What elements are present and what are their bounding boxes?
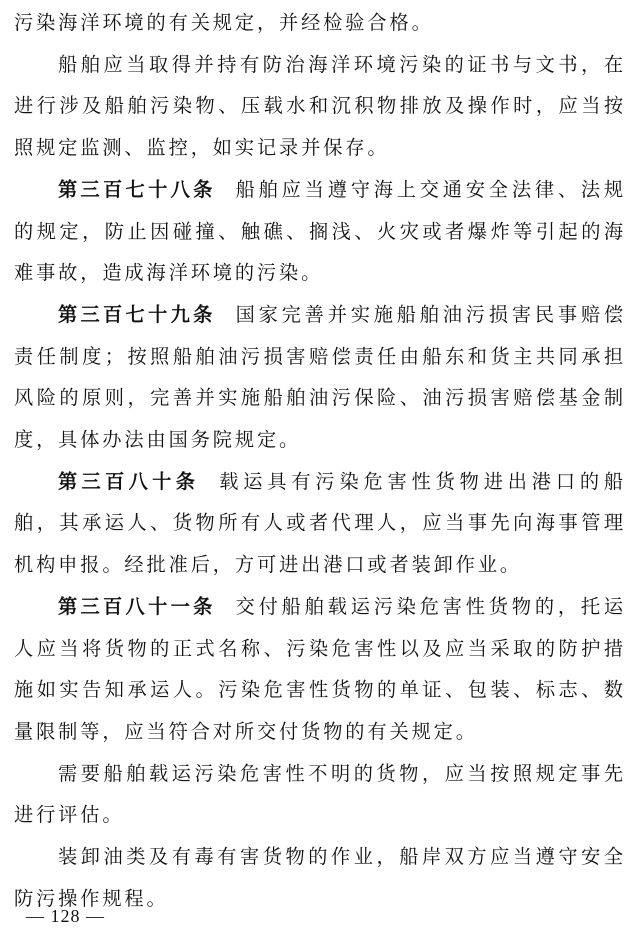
document-page (14, 0, 626, 919)
paragraph-text: 污染海洋环境的有关规定，并经检验合格。 (14, 11, 434, 34)
article-number: 第三百八十条 (58, 469, 200, 493)
paragraph-continuation (14, 2, 626, 44)
article-381 (14, 586, 626, 753)
article-text: 交付船舶载运污染危害性货物的，托运人应当将货物的正式名称、污染危害性以及应当采取的防护措施如实告知承运人。污染危害性货物的单证、包装、标志、数量限制等，应当符合对所交付货物的有关规定。 (14, 594, 626, 743)
article-text: 国家完善并实施船舶油污损害民事赔偿责任制度；按照船舶油污损害赔偿责任由船东和货主共同承担风险的原则，完善并实施船舶油污保险、油污损害赔偿基金制度，具体办法由国务院规定。 (14, 302, 626, 452)
paragraph (14, 44, 626, 169)
article-378 (14, 169, 626, 294)
article-number: 第三百七十九条 (58, 302, 216, 326)
paragraph-text: 装卸油类及有毒有害货物的作业，船岸双方应当遵守安全防污操作规程。 (14, 845, 626, 910)
article-379 (14, 294, 626, 461)
paragraph-text: 需要船舶载运污染危害性不明的货物，应当按照规定事先进行评估。 (14, 761, 626, 827)
article-text: 船舶应当遵守海上交通安全法律、法规的规定，防止因碰撞、触礁、搁浅、火灾或者爆炸等引起的海难事故，造成海洋环境的污染。 (14, 177, 626, 285)
article-number: 第三百七十八条 (58, 177, 216, 201)
article-number: 第三百八十一条 (58, 594, 216, 618)
page-number: — 128 — (26, 906, 105, 926)
paragraph (14, 753, 626, 836)
paragraph-text: 船舶应当取得并持有防治海洋环境污染的证书与文书，在进行涉及船舶污染物、压载水和沉积物排放及操作时，应当按照规定监测、监控，如实记录并保存。 (14, 52, 626, 160)
article-380 (14, 461, 626, 586)
paragraph (14, 836, 626, 919)
article-text: 载运具有污染危害性货物进出港口的船舶，其承运人、货物所有人或者代理人，应当事先向海事管理机构申报。经批准后，方可进出港口或者装卸作业。 (14, 469, 626, 577)
